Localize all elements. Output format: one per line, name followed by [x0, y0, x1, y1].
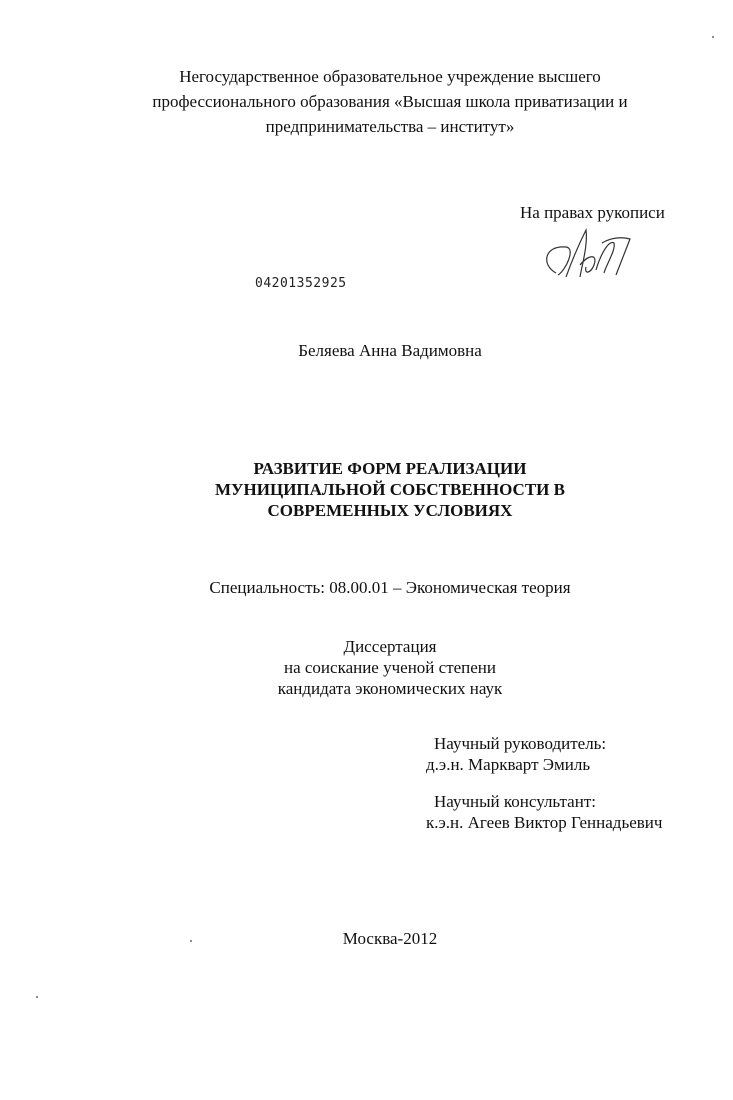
- signature-icon: [536, 225, 636, 285]
- consultant-block: [426, 791, 663, 833]
- consultant-label: Научный консультант:: [434, 792, 596, 811]
- institution-line: предпринимательства – институт»: [265, 117, 515, 136]
- city-year: Москва-2012: [342, 929, 438, 948]
- author-name: Беляева Анна Вадимовна: [298, 341, 482, 360]
- supervisor-block: [426, 733, 607, 775]
- degree-line: на соискание ученой степени: [283, 658, 497, 677]
- institution-line: профессионального образования «Высшая школа приватизации и: [152, 92, 628, 111]
- consultant-name: к.э.н. Агеев Виктор Геннадьевич: [426, 813, 663, 832]
- scan-speck: [190, 940, 192, 942]
- title-line: МУНИЦИПАЛЬНОЙ СОБСТВЕННОСТИ В: [215, 480, 565, 499]
- supervisor-name: д.э.н. Маркварт Эмиль: [426, 755, 591, 774]
- specialty: Специальность: 08.00.01 – Экономическая теория: [209, 578, 571, 597]
- scan-speck: [36, 996, 38, 998]
- title-line: РАЗВИТИЕ ФОРМ РЕАЛИЗАЦИИ: [253, 459, 527, 478]
- catalog-number: 04201352925: [255, 276, 347, 291]
- supervisor-label: Научный руководитель:: [434, 734, 607, 753]
- thesis-title: [40, 458, 733, 521]
- degree-line: кандидата экономических наук: [277, 679, 503, 698]
- degree-statement: [60, 636, 720, 699]
- rights-note: На правах рукописи: [520, 203, 665, 222]
- institution-line: Негосударственное образовательное учреждение высшего: [179, 67, 601, 86]
- title-line: СОВРЕМЕННЫХ УСЛОВИЯХ: [267, 501, 513, 520]
- institution-name: [60, 64, 720, 139]
- scan-speck: [712, 36, 714, 38]
- degree-line: Диссертация: [343, 637, 437, 656]
